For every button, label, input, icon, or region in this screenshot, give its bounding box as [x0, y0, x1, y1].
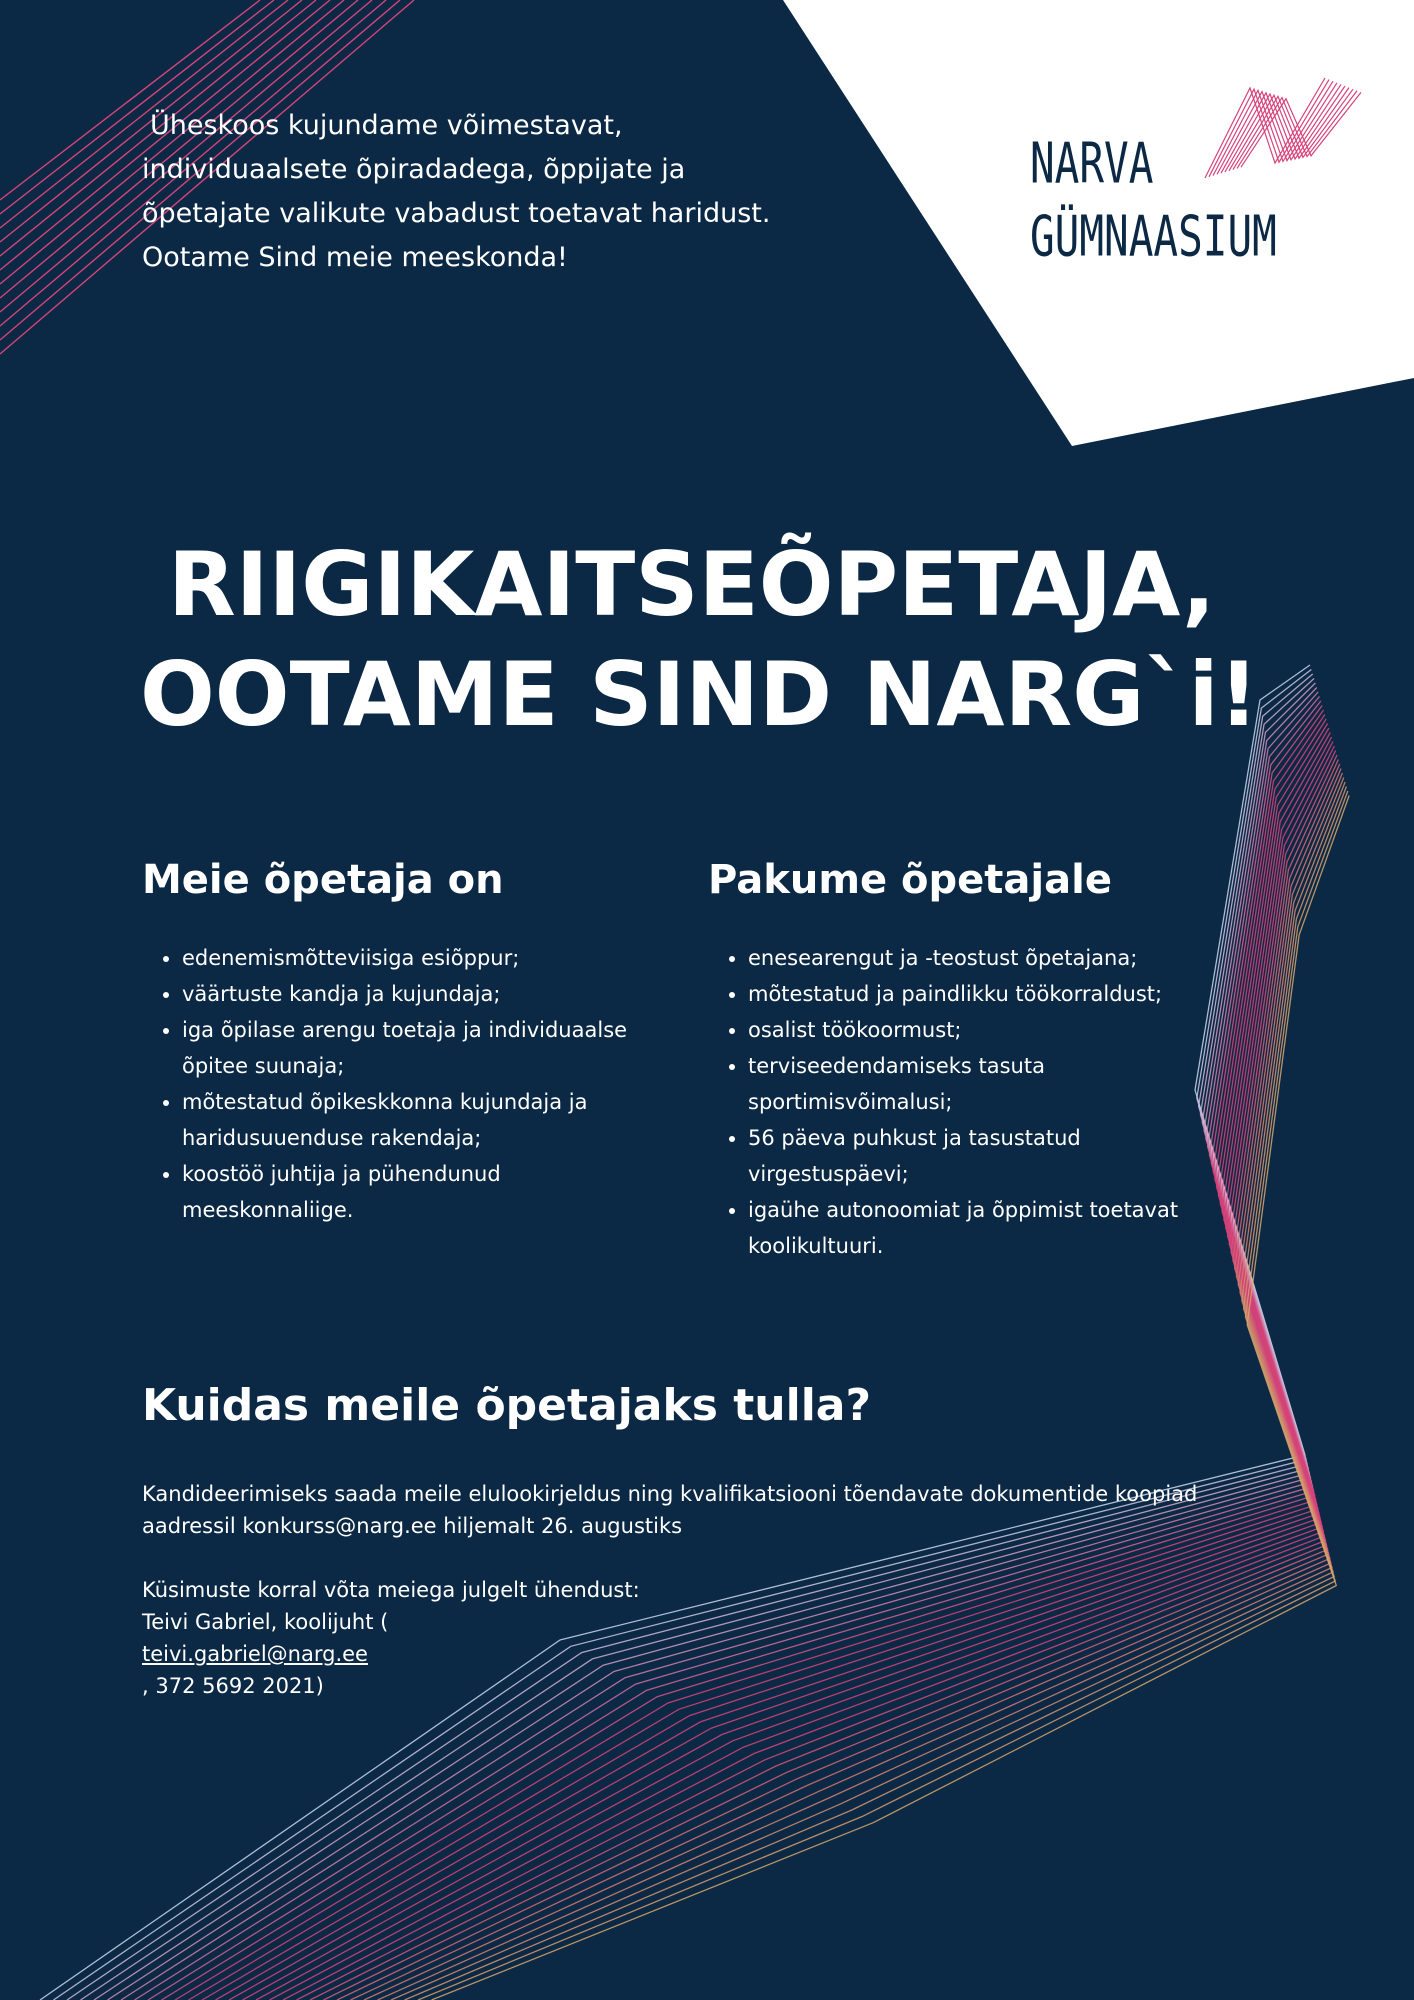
intro-line: õpetajate valikute vabadust toetavat haridust. [142, 198, 771, 229]
offer-section [708, 850, 1248, 1264]
list-item [748, 1192, 1248, 1264]
abstract-n-lines-icon [1195, 68, 1375, 208]
application-instructions [142, 1478, 1292, 1542]
logo-line-2: GÜMNAASIUM [1030, 204, 1277, 270]
teacher-qualities-list [142, 940, 662, 1228]
offer-heading: Pakume õpetajale [708, 857, 1112, 903]
list-item-text: • mõtestatud õpikeskkonna kujundaja ja [182, 1090, 588, 1114]
intro-line: Ootame Sind meie meeskonda! [142, 242, 568, 273]
intro-line: Üheskoos kujundame võimestavat, [150, 110, 623, 141]
contact-name: Teivi Gabriel, koolijuht ( [142, 1610, 389, 1634]
how-to-apply-section [142, 1374, 1292, 1702]
list-item [748, 940, 1248, 976]
list-item-text: • koostöö juhtija ja pühendunud [182, 1162, 501, 1186]
instructions-line: Kandideerimiseks saada meile elulookirjeldus ning kvalifikatsiooni tõendavate dokumentide koopiad [142, 1482, 1198, 1506]
contact-details [142, 1606, 1292, 1702]
offer-list [708, 940, 1248, 1264]
teacher-qualities-heading: Meie õpetaja on [142, 857, 504, 903]
list-item-text: • 56 päeva puhkust ja tasustatud [748, 1126, 1081, 1150]
logo-line-1: NARVA [1030, 131, 1154, 197]
contact-email-link[interactable]: teivi.gabriel@narg.ee [142, 1642, 368, 1666]
list-item-text: • edenemismõtteviisiga esiõppur; [182, 946, 520, 970]
intro-line: individuaalsete õpiradadega, õppijate ja [142, 154, 686, 185]
headline-line-1: RIIGIKAITSEÕPETAJA, [168, 533, 1216, 636]
contact-line: Küsimuste korral võta meiega julgelt ühendust: [142, 1578, 640, 1602]
list-item [748, 1120, 1248, 1192]
contact-phone: , 372 5692 2021) [142, 1674, 324, 1698]
contact-info [142, 1574, 1292, 1702]
page-title [140, 530, 1340, 750]
how-to-apply-heading: Kuidas meile õpetajaks tulla? [142, 1380, 872, 1431]
list-item [182, 1156, 662, 1228]
list-item [748, 1012, 1248, 1048]
list-item [748, 976, 1248, 1012]
list-item-text: õpitee suunaja; [182, 1054, 345, 1078]
list-item-text: sportimisvõimalusi; [748, 1090, 953, 1114]
instructions-line: aadressil konkurss@narg.ee hiljemalt 26. augustiks [142, 1514, 683, 1538]
list-item-text: • iga õpilase arengu toetaja ja individuaalse [182, 1018, 628, 1042]
headline-line-2: OOTAME SIND NARG`i! [140, 643, 1259, 746]
list-item-text: • väärtuste kandja ja kujundaja; [182, 982, 501, 1006]
list-item [182, 1084, 662, 1156]
list-item-text: meeskonnaliige. [182, 1198, 354, 1222]
list-item-text: haridusuuenduse rakendaja; [182, 1126, 482, 1150]
teacher-qualities-section [142, 850, 662, 1228]
list-item-text: koolikultuuri. [748, 1234, 884, 1258]
list-item [182, 940, 662, 976]
list-item [182, 1012, 662, 1084]
list-item-text: • igaühe autonoomiat ja õppimist toetavat [748, 1198, 1179, 1222]
list-item-text: • enesearengut ja -teostust õpetajana; [748, 946, 1138, 970]
list-item-text: virgestuspäevi; [748, 1162, 909, 1186]
list-item [182, 976, 662, 1012]
school-logo [1030, 60, 1340, 280]
list-item [748, 1048, 1248, 1120]
list-item-text: • terviseedendamiseks tasuta [748, 1054, 1045, 1078]
list-item-text: • mõtestatud ja paindlikku töökorraldust; [748, 982, 1163, 1006]
list-item-text: • osalist töökoormust; [748, 1018, 962, 1042]
intro-tagline [142, 104, 842, 280]
